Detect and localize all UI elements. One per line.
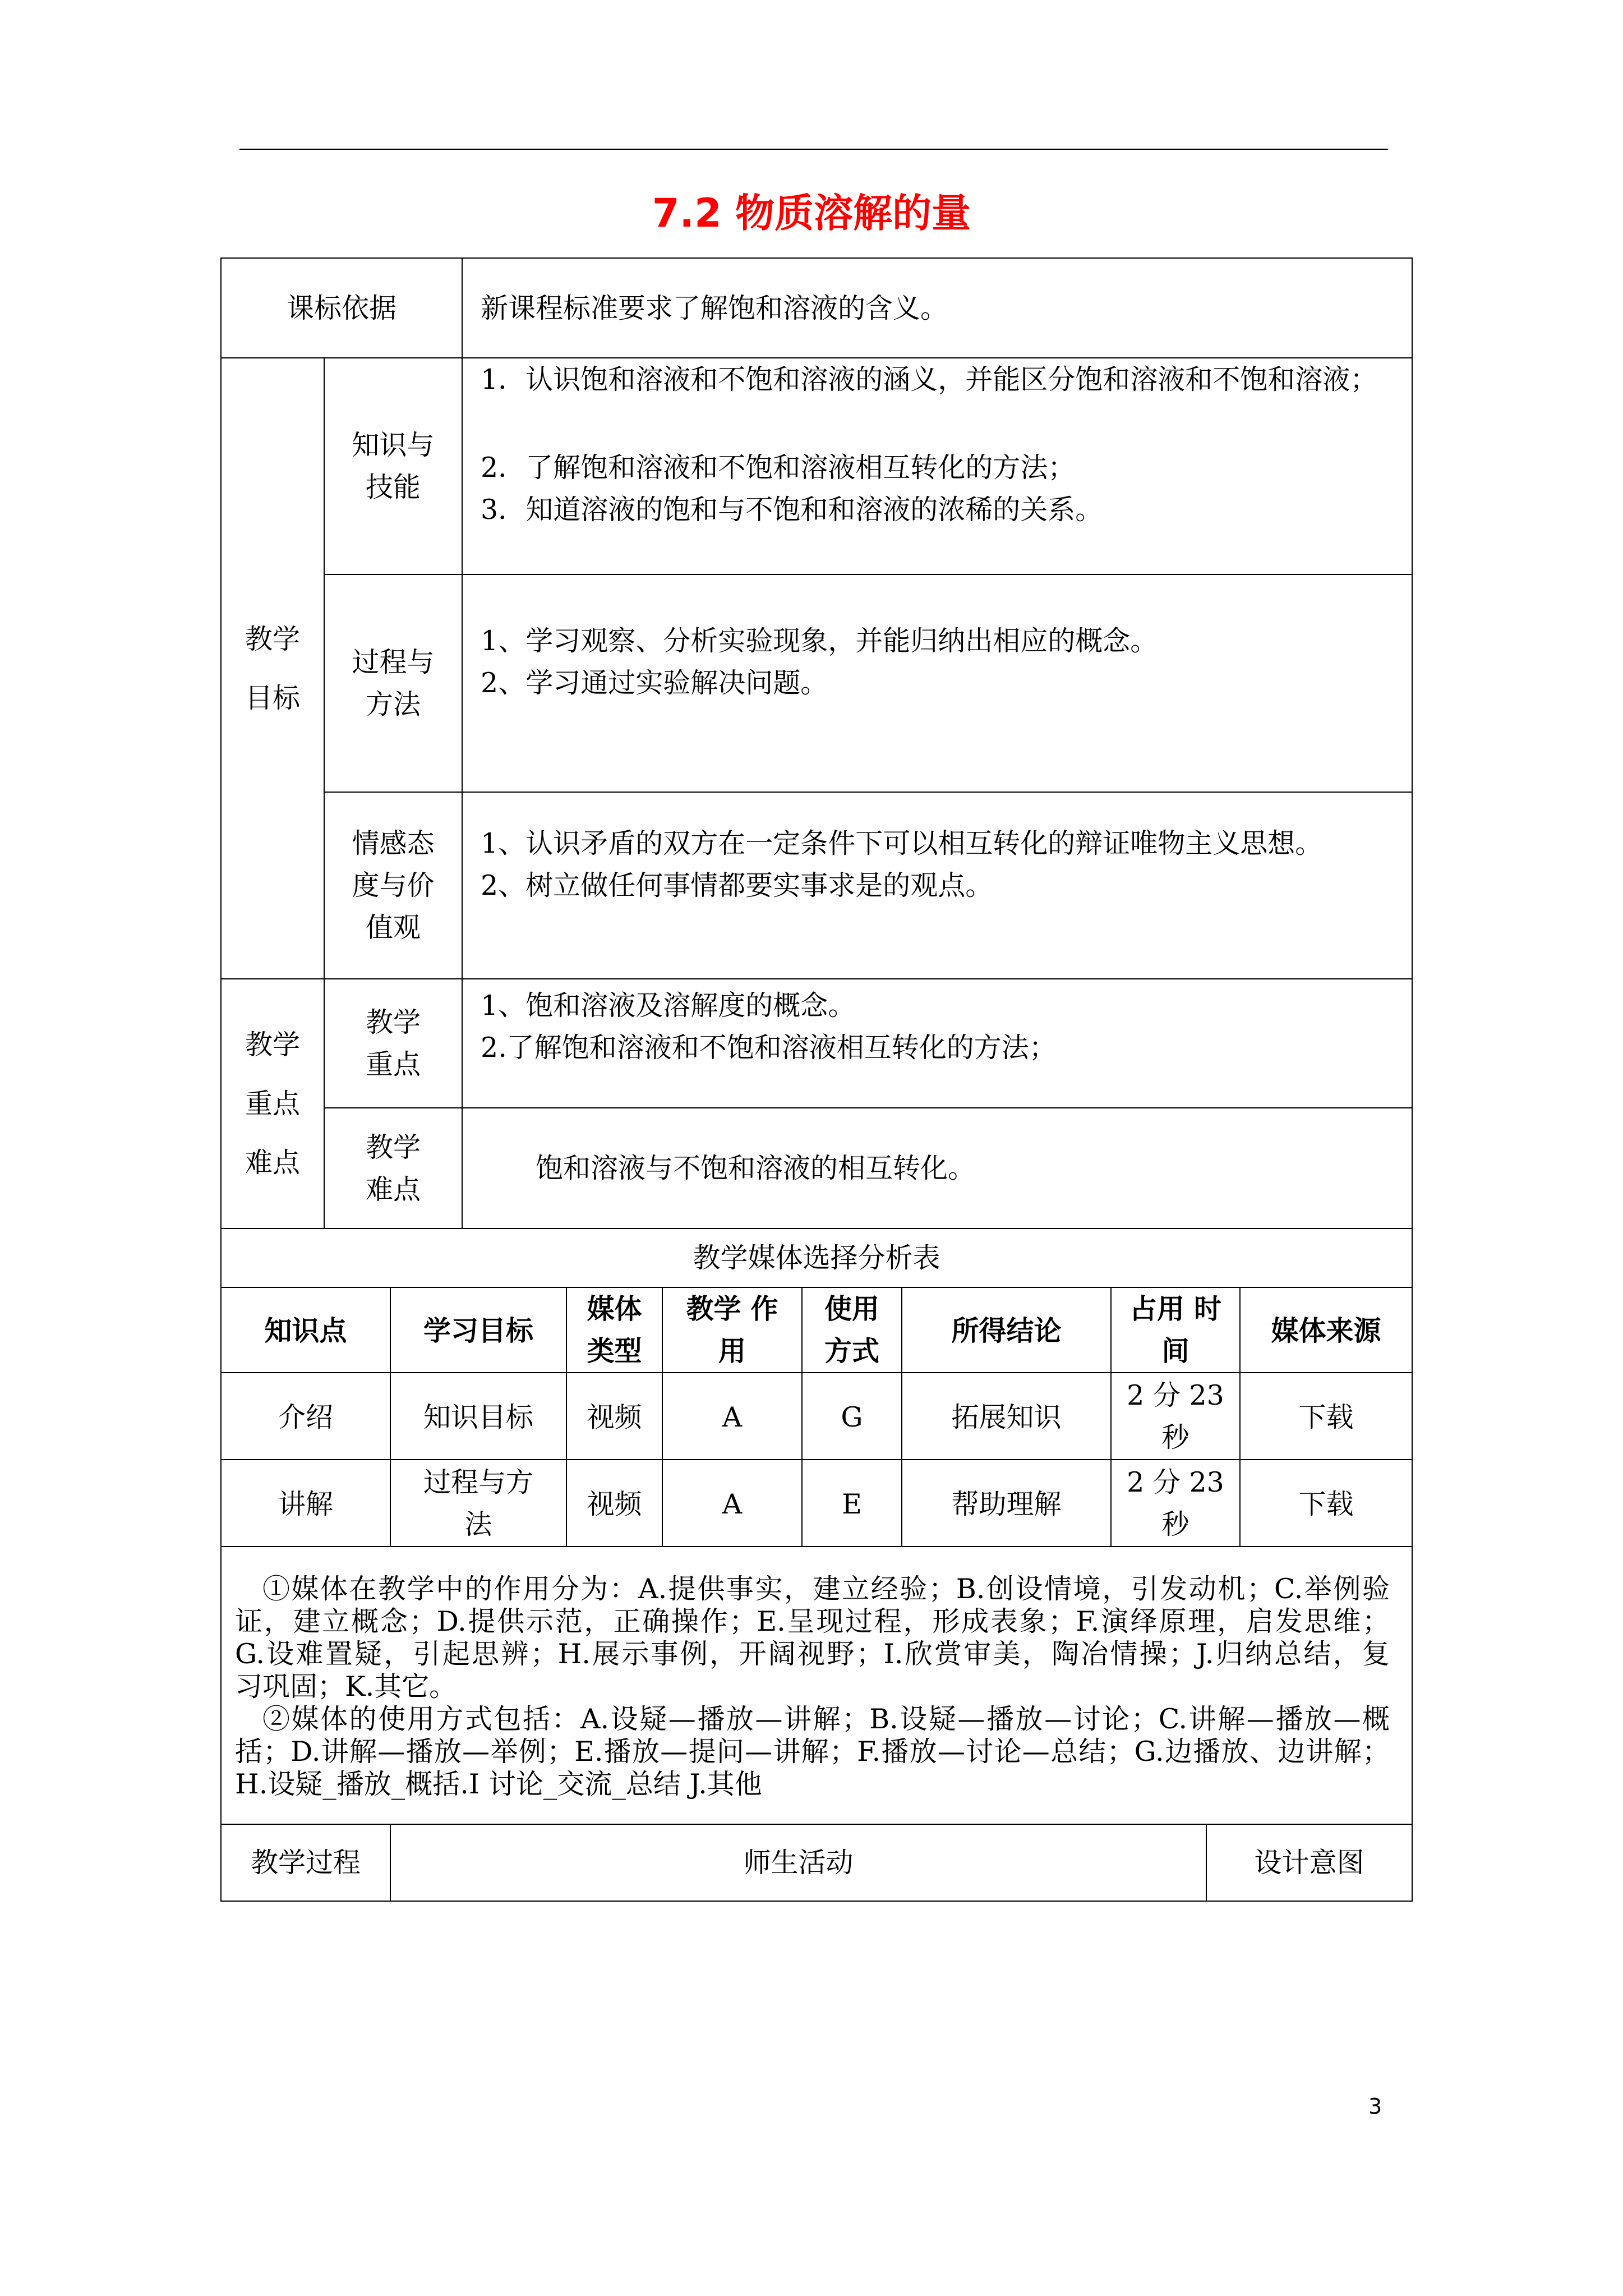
objective-line: 1．认识饱和溶液和不饱和溶液的涵义，并能区分饱和溶液和不饱和溶液； [481, 364, 1378, 395]
media-cell [802, 1460, 902, 1547]
cell-knowledge-point: 讲解 [278, 1488, 333, 1520]
focus-content [462, 979, 1412, 1108]
notes-line: H.设疑_播放_概括.I 讨论_交流_总结 J.其他 [235, 1768, 762, 1800]
process-activity-cell [390, 1824, 1206, 1901]
cell-duration: 2 分 23 秒 [1127, 1466, 1224, 1540]
process-header-intent: 设计意图 [1254, 1847, 1364, 1879]
header-learning-goal: 学习目标 [423, 1315, 533, 1347]
difficulty-label: 教学难点 [366, 1131, 421, 1205]
cell-usage-mode: G [841, 1401, 863, 1433]
difficulty-content [462, 1108, 1412, 1228]
objectives-label-cell [221, 358, 324, 979]
process-intent-cell [1206, 1824, 1412, 1901]
objective-line: 3．知道溶液的饱和与不饱和和溶液的浓稀的关系。 [481, 494, 1103, 526]
focus-line: 2.了解饱和溶液和不饱和溶液相互转化的方法； [481, 1032, 1057, 1064]
media-header-cell [902, 1287, 1111, 1373]
objectives-label: 教学目标 [245, 623, 300, 714]
cell-media-source: 下载 [1298, 1488, 1354, 1520]
notes-line: 括；D.讲解—播放—举例；E.播放—提问—讲解；F.播放—讨论—总结；G.边播放、边讲解； [235, 1736, 1390, 1768]
header-duration: 占用 时间 [1129, 1293, 1222, 1367]
focus-label-cell [324, 979, 462, 1108]
objective-knowledge-content [462, 358, 1412, 574]
media-cell [902, 1373, 1111, 1460]
media-cell [221, 1460, 390, 1547]
objective-knowledge-label: 知识与技能 [352, 429, 435, 503]
media-header-cell [662, 1287, 802, 1373]
key-points-label: 教学重点难点 [245, 1029, 300, 1179]
media-cell [221, 1373, 390, 1460]
media-row [221, 1373, 1412, 1460]
media-cell [1111, 1373, 1240, 1460]
media-header-cell [1111, 1287, 1240, 1373]
media-header-row [221, 1287, 1412, 1373]
media-table-caption: 教学媒体选择分析表 [693, 1242, 940, 1274]
media-header-cell [221, 1287, 390, 1373]
focus-line: 1、饱和溶液及溶解度的概念。 [481, 990, 856, 1022]
media-cell [566, 1373, 662, 1460]
media-header-cell [802, 1287, 902, 1373]
media-cell [390, 1373, 566, 1460]
objective-row-process [221, 574, 1412, 792]
process-stage-cell [221, 1824, 390, 1901]
notes-line: 证，建立概念；D.提供示范，正确操作；E.呈现过程，形成表象；F.演绎原理，启发思维； [235, 1605, 1390, 1637]
objective-attitude-content [462, 792, 1412, 979]
objective-row-attitude [221, 792, 1412, 979]
objective-line: 2、树立做任何事情都要实事求是的观点。 [481, 869, 993, 901]
lesson-plan-sheet [220, 257, 1412, 1902]
media-caption-row [221, 1228, 1412, 1287]
media-row [221, 1460, 1412, 1547]
process-header-stage: 教学过程 [250, 1847, 361, 1879]
media-header-cell [566, 1287, 662, 1373]
objective-knowledge-label-cell [324, 358, 462, 574]
media-cell [566, 1460, 662, 1547]
standard-label: 课标依据 [287, 292, 397, 324]
media-analysis-table [220, 1228, 1413, 1825]
process-table [220, 1824, 1413, 1902]
objective-line: 1、学习观察、分析实验现象，并能归纳出相应的概念。 [481, 625, 1158, 657]
media-notes-row [221, 1547, 1412, 1824]
cell-media-type: 视频 [587, 1488, 642, 1520]
notes-line: 习巩固；K.其它。 [235, 1671, 457, 1703]
cell-conclusion: 拓展知识 [951, 1401, 1062, 1433]
lesson-plan-table [220, 257, 1413, 1229]
standard-label-cell [221, 258, 462, 358]
media-cell [390, 1460, 566, 1547]
objective-process-label: 过程与方法 [352, 646, 435, 720]
objective-line: 2．了解饱和溶液和不饱和溶液相互转化的方法； [481, 452, 1076, 484]
document-title: 7.2 物质溶解的量 [652, 190, 971, 236]
header-teaching-role: 教学 作用 [686, 1293, 778, 1367]
cell-duration: 2 分 23 秒 [1127, 1379, 1224, 1453]
cell-media-source: 下载 [1298, 1401, 1354, 1433]
cell-media-type: 视频 [587, 1401, 642, 1433]
cell-learning-goal: 知识目标 [423, 1401, 533, 1433]
key-point-row-difficulty [221, 1108, 1412, 1228]
header-media-type: 媒体类型 [587, 1293, 642, 1367]
notes-line: G.设难置疑，引起思辨；H.展示事例，开阔视野；I.欣赏审美，陶冶情操；J.归纳总结，复 [235, 1638, 1390, 1670]
page-number: 3 [1368, 2094, 1382, 2119]
standard-row [221, 258, 1412, 358]
media-cell [662, 1460, 802, 1547]
cell-knowledge-point: 介绍 [278, 1401, 333, 1433]
cell-usage-mode: E [842, 1488, 862, 1520]
key-point-row-focus [221, 979, 1412, 1108]
cell-learning-goal: 过程与方法 [423, 1466, 533, 1540]
header-conclusion: 所得结论 [951, 1315, 1062, 1347]
cell-teaching-role: A [722, 1488, 743, 1520]
media-cell [802, 1373, 902, 1460]
media-cell [662, 1373, 802, 1460]
objective-process-content [462, 574, 1412, 792]
objective-line: 2、学习通过实验解决问题。 [481, 667, 828, 699]
difficulty-label-cell [324, 1108, 462, 1228]
notes-line: ②媒体的使用方式包括：A.设疑—播放—讲解；B.设疑—播放—讨论；C.讲解—播放—概 [262, 1703, 1390, 1735]
header-media-source: 媒体来源 [1271, 1315, 1381, 1347]
media-header-cell [390, 1287, 566, 1373]
header-usage-mode: 使用方式 [824, 1293, 879, 1367]
media-table-caption-cell [221, 1228, 1412, 1287]
objective-line: 1、认识矛盾的双方在一定条件下可以相互转化的辩证唯物主义思想。 [481, 827, 1323, 859]
objective-row-knowledge [221, 358, 1412, 574]
standard-text-cell [462, 258, 1412, 358]
cell-conclusion: 帮助理解 [951, 1488, 1062, 1520]
cell-teaching-role: A [722, 1401, 743, 1433]
header-rule [239, 149, 1388, 150]
media-cell [902, 1460, 1111, 1547]
difficulty-text: 饱和溶液与不饱和溶液的相互转化。 [536, 1152, 976, 1184]
objective-attitude-label: 情感态度与价值观 [352, 827, 435, 944]
media-header-cell [1240, 1287, 1412, 1373]
objective-attitude-label-cell [324, 792, 462, 979]
media-cell [1240, 1460, 1412, 1547]
notes-line: ①媒体在教学中的作用分为：A.提供事实，建立经验；B.创设情境，引发动机；C.举例验 [262, 1573, 1390, 1605]
objective-process-label-cell [324, 574, 462, 792]
media-notes [221, 1547, 1412, 1824]
standard-text: 新课程标准要求了解饱和溶液的含义。 [481, 292, 948, 324]
media-cell [1240, 1373, 1412, 1460]
header-knowledge-point: 知识点 [264, 1315, 347, 1347]
key-points-label-cell [221, 979, 324, 1228]
process-header-activity: 师生活动 [743, 1847, 854, 1879]
focus-label: 教学重点 [366, 1006, 421, 1080]
process-header-row [221, 1824, 1412, 1901]
media-cell [1111, 1460, 1240, 1547]
